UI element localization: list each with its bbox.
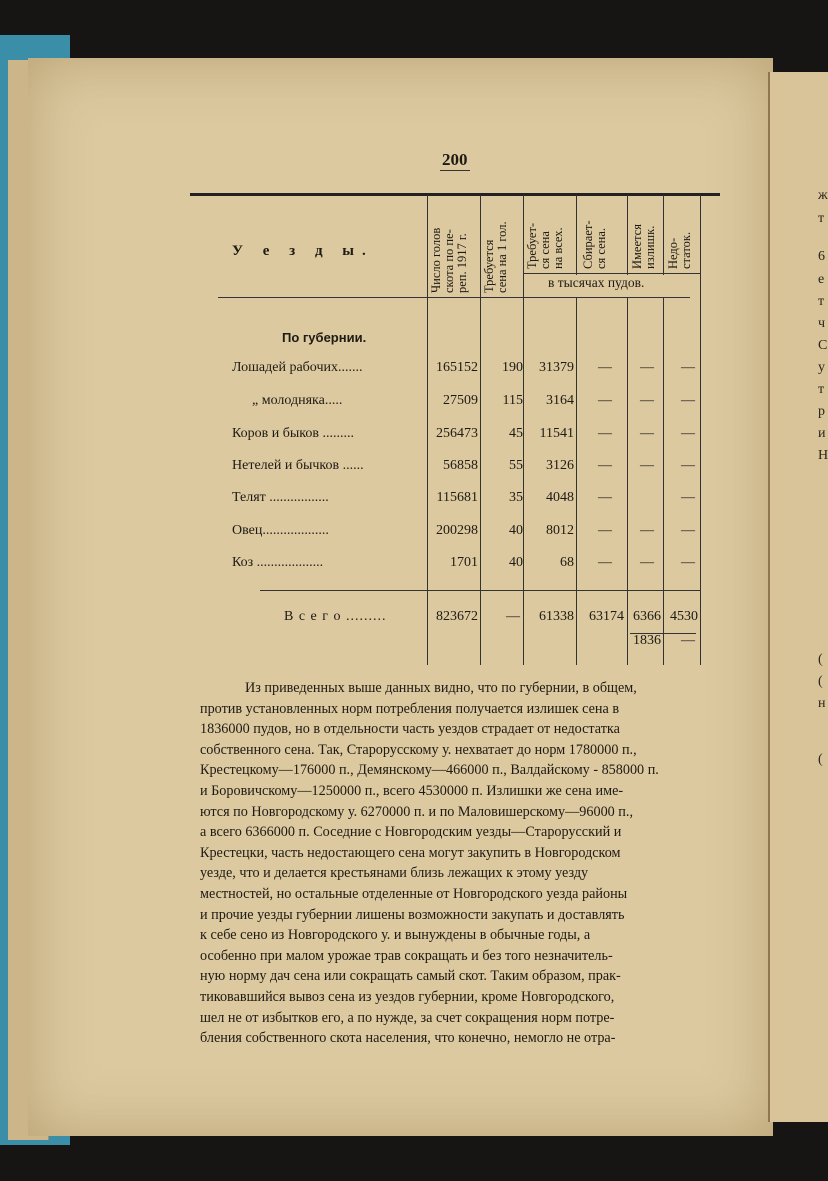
row-header: У е з д ы. <box>232 243 374 259</box>
cell-per-head: 40 <box>509 555 523 570</box>
row-label: Коров и быков ......... <box>232 426 354 441</box>
cell-heads: 200298 <box>436 523 478 538</box>
total-deficit: 4530 <box>670 609 698 624</box>
cell-deficit: — <box>681 458 695 473</box>
fragment-char: ч <box>818 316 826 331</box>
col-header-surplus: Имеется излишк. <box>630 224 657 269</box>
table-row <box>190 393 720 415</box>
text-line: против установленных норм потребления получается излишек сена в <box>200 700 620 717</box>
fragment-char: С <box>818 338 828 353</box>
cell-total: 31379 <box>539 360 574 375</box>
cell-surplus: — <box>640 426 654 441</box>
fragment-char: 6 <box>818 249 825 264</box>
text-line: а всего 6366000 п. Соседние с Новгородским уезды—Старорусский и <box>200 824 622 841</box>
text-line: собственного сена. Так, Старорусскому у. нехватает до норм 1780000 п., <box>200 741 637 758</box>
text-line: местностей, но остальные отделенные от Новгородского уезда районы <box>200 885 628 902</box>
text-line: шел не от избытков его, а по нужде, за счет сокращения норм потре- <box>200 1009 615 1026</box>
total-rule <box>260 590 700 591</box>
fragment-char: р <box>818 404 825 419</box>
page-number: 200 <box>442 150 468 169</box>
cell-deficit: — <box>681 360 695 375</box>
fragment-char: ( <box>818 752 823 767</box>
units-rule <box>523 273 700 274</box>
cell-surplus: — <box>640 458 654 473</box>
table-row <box>190 490 720 512</box>
cell-collected: — <box>598 458 612 473</box>
cell-total: 8012 <box>546 523 574 538</box>
total-per-head: — <box>506 609 520 624</box>
column-divider <box>627 195 628 275</box>
table-row <box>190 458 720 480</box>
section-heading: По губернии. <box>282 330 367 345</box>
table-row <box>190 426 720 448</box>
cell-per-head: 45 <box>509 426 523 441</box>
text-line: бления собственного скота населения, что конечно, немогло не отра- <box>200 1030 616 1047</box>
hay-statistics-table <box>190 193 720 668</box>
cell-per-head: 115 <box>502 393 523 408</box>
text-line: тиковавшийся вывоз сена из уездов губернии, кроме Новгородского, <box>200 988 615 1005</box>
cell-deficit: — <box>681 490 695 505</box>
row-label: Телят ................. <box>232 490 329 505</box>
cell-per-head: 55 <box>509 458 523 473</box>
text-line: и прочие уезды губернии лишены возможности закупать и доставлять <box>200 906 625 923</box>
total-heads: 823672 <box>436 609 478 624</box>
col-header-collected: Сбирает- ся сена. <box>581 220 608 269</box>
cell-surplus: — <box>640 555 654 570</box>
cell-heads: 165152 <box>436 360 478 375</box>
fragment-char: и <box>818 426 826 441</box>
adjacent-page-fragment <box>768 72 828 1122</box>
fragment-char: у <box>818 360 825 375</box>
text-line: уезде, что и делается крестьянами близь лежащих к этому уезду <box>200 865 589 882</box>
fragment-char: е <box>818 272 825 287</box>
cell-total: 3126 <box>546 458 574 473</box>
cell-deficit: — <box>681 523 695 538</box>
total-label: В с е г о ......... <box>284 609 387 624</box>
cell-per-head: 40 <box>509 523 523 538</box>
total-collected: 63174 <box>589 609 624 624</box>
total-row <box>190 609 720 631</box>
row-label: „ молодняка..... <box>252 393 343 408</box>
cell-collected: — <box>598 360 612 375</box>
cell-surplus: — <box>640 360 654 375</box>
row-label: Нетелей и бычков ...... <box>232 458 364 473</box>
fragment-char: т <box>818 211 825 226</box>
fragment-char: н <box>818 696 826 711</box>
cell-deficit: — <box>681 426 695 441</box>
table-header-rule <box>218 297 690 298</box>
cell-heads: 27509 <box>443 393 478 408</box>
text-line: и Боровичскому—1250000 п., всего 4530000 п. Излишки же сена име- <box>200 782 624 799</box>
cell-surplus: — <box>640 523 654 538</box>
text-line: 1836000 пудов, но в отдельности часть уездов страдает от недостатка <box>200 721 620 738</box>
fragment-char: ( <box>818 674 823 689</box>
cell-total: 68 <box>560 555 574 570</box>
text-line: особенно при малом урожае трав сокращать и без того незначитель- <box>200 947 613 964</box>
cell-collected: — <box>598 555 612 570</box>
cell-deficit: — <box>681 555 695 570</box>
column-divider <box>663 195 664 275</box>
body-paragraph <box>200 678 730 1049</box>
cell-collected: — <box>598 393 612 408</box>
cell-total: 4048 <box>546 490 574 505</box>
table-row <box>190 360 720 382</box>
cell-total: 3164 <box>546 393 574 408</box>
text-line: Из приведенных выше данных видно, что по губернии, в общем, <box>245 680 637 696</box>
fragment-char: Н <box>818 448 828 463</box>
text-line: ются по Новгородскому у. 6270000 п. и по Маловишерскому—96000 п., <box>200 803 633 820</box>
fragment-char: ( <box>818 652 823 667</box>
text-line: к себе сено из Новгородского у. и вынуждены в обычные годы, а <box>200 927 591 944</box>
row-label: Коз ................... <box>232 555 324 570</box>
col-header-per-head: Требуется сена на 1 гол. <box>482 221 509 293</box>
net-surplus: 1836 <box>633 633 661 648</box>
cell-heads: 256473 <box>436 426 478 441</box>
col-header-deficit: Недо- статок. <box>666 231 693 269</box>
cell-per-head: 35 <box>509 490 523 505</box>
units-label: в тысячах пудов. <box>548 275 645 290</box>
cell-collected: — <box>598 523 612 538</box>
fragment-char: ж <box>818 188 828 203</box>
table-row <box>190 523 720 545</box>
cell-heads: 56858 <box>443 458 478 473</box>
row-label: Овец................... <box>232 523 329 538</box>
cell-collected: — <box>598 426 612 441</box>
col-header-heads: Число голов скота по пе- реп. 1917 г. <box>429 227 469 293</box>
column-divider <box>576 195 577 275</box>
cell-collected: — <box>598 490 612 505</box>
cell-deficit: — <box>681 393 695 408</box>
cell-per-head: 190 <box>502 360 523 375</box>
row-label: Лошадей рабочих....... <box>232 360 363 375</box>
table-row <box>190 555 720 577</box>
col-header-total-required: Требует- ся сена на всех. <box>525 222 565 269</box>
fragment-char: т <box>818 382 825 397</box>
text-line: ную норму дач сена или сокращать самый скот. Таким образом, прак- <box>200 968 621 985</box>
cell-total: 11541 <box>539 426 574 441</box>
text-line: Крестецкому—176000 п., Демянскому—466000 п., Валдайскому - 858000 п. <box>200 762 659 779</box>
total-surplus: 6366 <box>633 609 661 624</box>
cell-surplus: — <box>640 393 654 408</box>
net-row <box>190 633 720 655</box>
cell-heads: 1701 <box>450 555 478 570</box>
total-required: 61338 <box>539 609 574 624</box>
fragment-char: т <box>818 294 825 309</box>
net-deficit: — <box>681 633 695 648</box>
text-line: Крестецки, часть недостающего сена могут закупить в Новгородском <box>200 844 621 861</box>
cell-heads: 115681 <box>436 490 478 505</box>
